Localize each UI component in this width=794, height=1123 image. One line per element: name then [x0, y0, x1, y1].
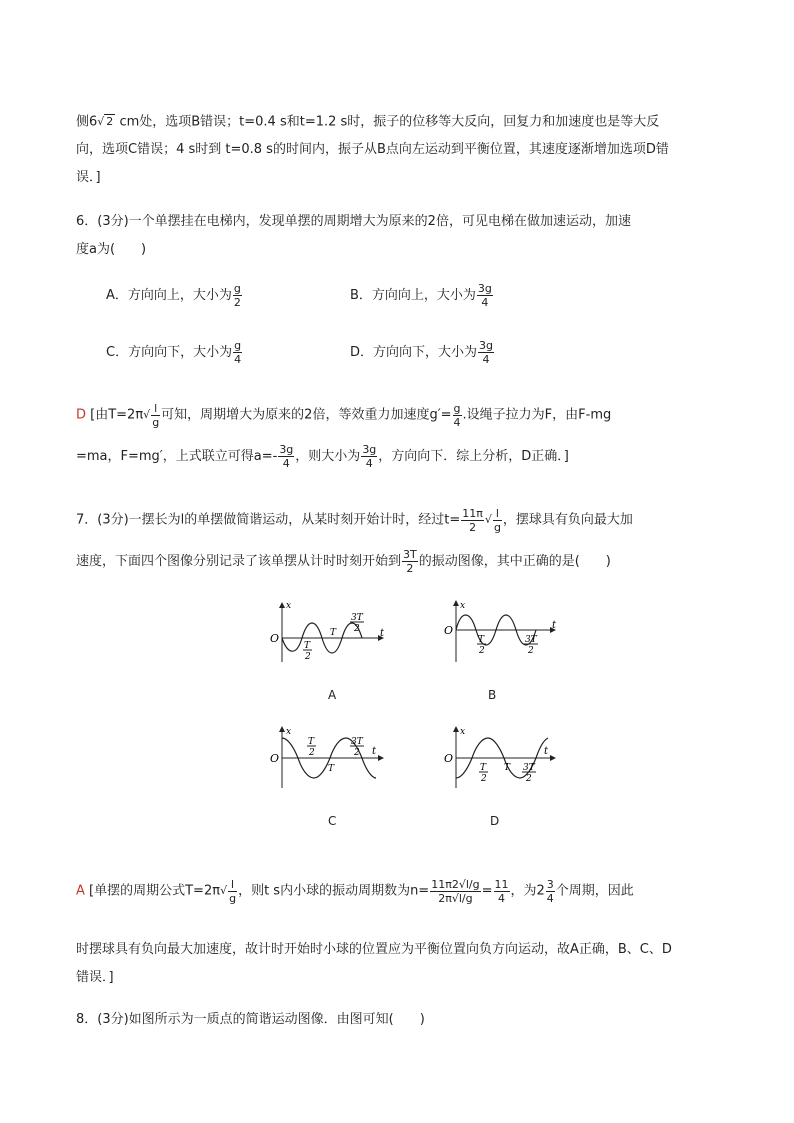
top-line-3: 误．] — [76, 170, 101, 185]
svg-text:T: T — [330, 628, 337, 638]
q6-option-c: C．方向向下，大小为 $\frac{g}{4}$ — [106, 339, 242, 366]
q6-option-a: A．方向向上，大小为 $\frac{g}{2}$ — [106, 282, 241, 309]
svg-text:T: T — [308, 737, 315, 747]
svg-text:x: x — [460, 727, 466, 737]
graph-c — [268, 724, 388, 794]
text: 侧6 — [76, 114, 98, 130]
svg-text:2: 2 — [354, 748, 360, 758]
svg-text:t: t — [372, 746, 377, 757]
graph-b — [432, 598, 562, 668]
q7-explanation — [76, 846, 718, 992]
svg-text:T: T — [478, 635, 485, 645]
graph-c-label: C — [328, 814, 337, 828]
svg-text:T: T — [480, 763, 487, 773]
top-paragraph — [76, 108, 718, 192]
sqrt-2: √ 2 — [97, 115, 114, 128]
svg-text:3T: 3T — [523, 763, 535, 773]
svg-text:x: x — [286, 727, 292, 737]
svg-text:T: T — [504, 763, 511, 773]
svg-text:O: O — [270, 752, 280, 765]
q6-answer: D — [76, 407, 87, 423]
svg-text:x: x — [460, 601, 466, 611]
q6-expl-line-1: D [由T=2π√ $\frac{l}{g}$ 可知，周期增大为原来的2倍，等效重力加速度g′= $\frac{g}{4}$ .设绳子拉力为F，由F-mg — [76, 401, 612, 429]
graph-b-label: B — [488, 688, 497, 702]
text: cm处，选项B错误；t=0.4 s和t=1.2 s时，振子的位移等大反向，回复力和加速度也是等大反 — [119, 114, 660, 130]
graph-d-label: D — [490, 814, 500, 828]
graph-a — [268, 598, 388, 668]
graph-d — [432, 724, 562, 794]
svg-text:T: T — [304, 641, 311, 651]
svg-text:3T: 3T — [351, 613, 363, 623]
svg-text:2: 2 — [309, 748, 315, 758]
svg-text:t: t — [544, 746, 549, 757]
svg-text:2: 2 — [526, 774, 532, 784]
q6-explanation — [76, 394, 718, 478]
q8-stem — [76, 1006, 718, 1034]
svg-text:T: T — [328, 764, 335, 774]
q7-expl-line-2: 时摆球具有负向最大加速度，故计时开始时小球的位置应为平衡位置向负方向运动，故A正确，B、C、D — [76, 942, 672, 957]
q7-answer: A — [76, 883, 85, 899]
q6-option-b: B．方向向上，大小为 $\frac{3g}{4}$ — [350, 282, 492, 309]
q7-expl-line-1: A [单摆的周期公式T=2π√ $\frac{l}{g}$ ，则t s内小球的振动周期数为n= $\frac{11\pi 2√l/g}{2\pi√l/g}$ = $\frac{11}{4}$ ，为2 $\frac{3}{4}$ 个周期，因此 — [76, 877, 634, 905]
q6-stem — [76, 208, 718, 264]
svg-text:3T: 3T — [351, 737, 363, 747]
svg-text:O: O — [444, 624, 454, 637]
q8-stem-line: 8．(3分)如图所示为一质点的简谐运动图像．由图可知( ) — [76, 1012, 425, 1027]
svg-text:2: 2 — [305, 652, 311, 662]
q6-expl-line-2: =ma，F=mg′，上式联立可得a=- $\frac{3g}{4}$ ，则大小为 $\frac{3g}{4}$ ，方向向下．综上分析，D正确．] — [76, 443, 569, 470]
axis-t-label: t — [380, 628, 385, 639]
period-count-fraction: $\frac{11\pi 2√l/g}{2\pi√l/g}$ — [431, 877, 480, 905]
origin-label: O — [270, 632, 280, 645]
q7-stem — [76, 498, 718, 582]
svg-text:3T: 3T — [525, 635, 537, 645]
axis-x-label: x — [286, 601, 292, 611]
svg-text:2: 2 — [354, 624, 360, 634]
svg-text:O: O — [444, 752, 454, 765]
graph-a-label: A — [328, 688, 337, 702]
q6-stem-line-2: 度a为( ) — [76, 242, 147, 257]
q7-stem-line-1: 7．(3分)一摆长为l的单摆做简谐运动，从某时刻开始计时，经过t= $\frac{11\pi}{2}$ √ $\frac{l}{g}$ ，摆球具有负向最大加 — [76, 506, 633, 534]
svg-text:2: 2 — [479, 646, 485, 656]
svg-text:t: t — [552, 620, 557, 631]
svg-text:2: 2 — [528, 646, 534, 656]
q7-expl-line-3: 错误．] — [76, 970, 114, 985]
top-line-1 — [76, 108, 718, 136]
q6-option-d: D．方向向下，大小为 $\frac{3g}{4}$ — [350, 339, 493, 366]
svg-text:2: 2 — [481, 774, 487, 784]
q6-stem-line-1: 6．(3分)一个单摆挂在电梯内，发现单摆的周期增大为原来的2倍，可见电梯在做加速运动，加速 — [76, 214, 631, 229]
top-line-2: 向，选项C错误；4 s时到 t=0.8 s的时间内，振子从B点向左运动到平衡位置，其速度逐渐增加选项D错 — [76, 142, 669, 157]
q7-stem-line-2: 速度，下面四个图像分别记录了该单摆从计时时刻开始到 $\frac{3T}{2}$ 的振动图像，其中正确的是( ) — [76, 548, 611, 575]
